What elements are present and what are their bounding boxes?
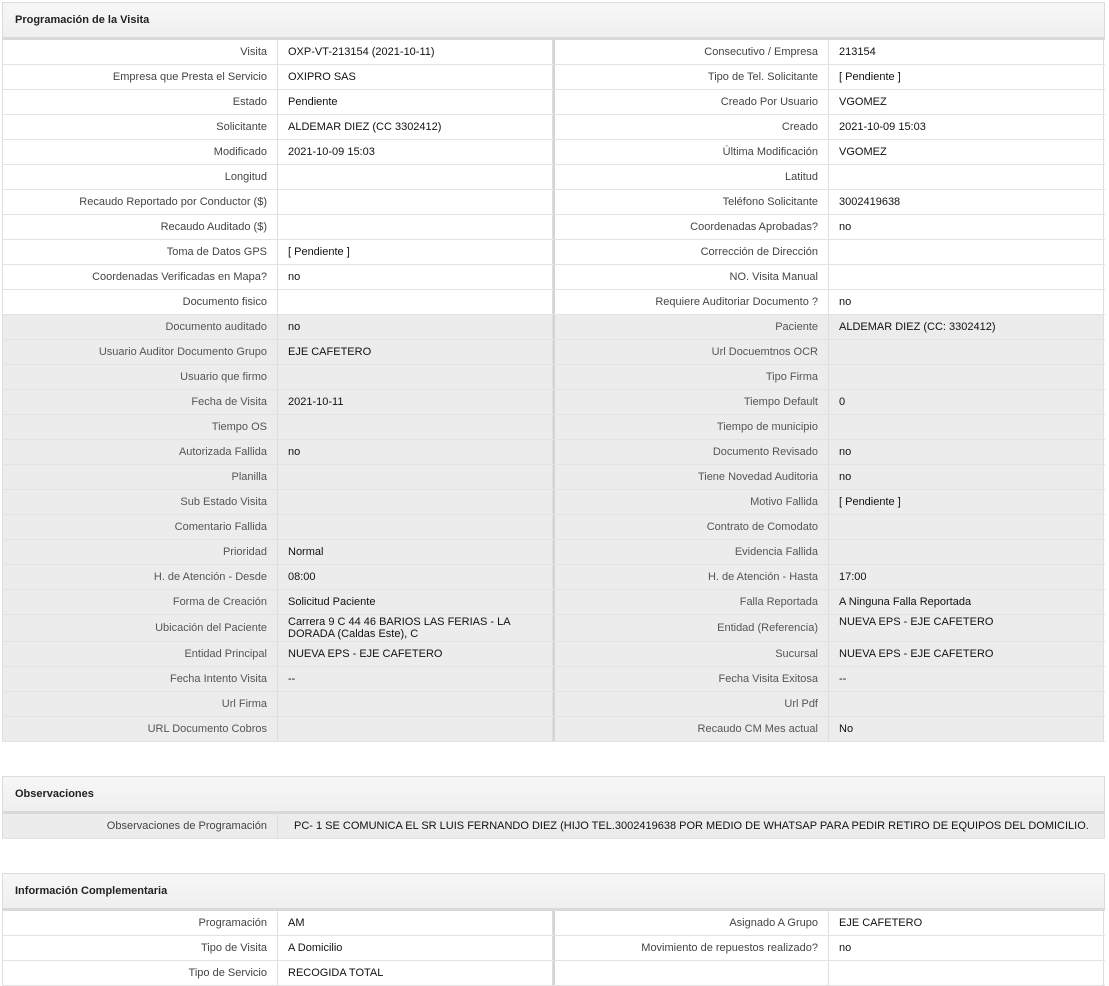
value-ultima-modificacion: VGOMEZ (829, 140, 1104, 164)
label-tiene-novedad-auditoria: Tiene Novedad Auditoria (553, 465, 829, 489)
table-row (2, 140, 1105, 165)
label-h-de-atencion-desde: H. de Atención - Desde (2, 565, 278, 589)
label-planilla: Planilla (2, 465, 278, 489)
label-documento-auditado: Documento auditado (2, 315, 278, 339)
value-documento-revisado: no (829, 440, 1104, 464)
value-creado: 2021-10-09 15:03 (829, 115, 1104, 139)
value-recaudo-reportado-por-conductor (278, 190, 553, 214)
label-estado: Estado (2, 90, 278, 114)
label-toma-de-datos-gps: Toma de Datos GPS (2, 240, 278, 264)
observaciones-row (2, 814, 1105, 839)
table-row (2, 642, 1105, 667)
label-ultima-modificacion: Última Modificación (553, 140, 829, 164)
label-telefono-solicitante: Teléfono Solicitante (553, 190, 829, 214)
value-fecha-intento-visita: -- (278, 667, 553, 691)
table-row (2, 365, 1105, 390)
value-asignado-a-grupo: EJE CAFETERO (829, 911, 1104, 935)
value-tiempo-os (278, 415, 553, 439)
label-evidencia-fallida: Evidencia Fallida (553, 540, 829, 564)
label-sucursal: Sucursal (553, 642, 829, 666)
value-empty (829, 961, 1104, 985)
observaciones-value: PC- 1 SE COMUNICA EL SR LUIS FERNANDO DIEZ (HIJO TEL.3002419638 POR MEDIO DE WHATSAP PARA PEDIR RETIRO DE EQUIPOS DEL DOMICILIO. (278, 814, 1105, 838)
label-comentario-fallida: Comentario Fallida (2, 515, 278, 539)
label-usuario-auditor-documento-grupo: Usuario Auditor Documento Grupo (2, 340, 278, 364)
complementaria-table (2, 911, 1105, 986)
value-solicitante: ALDEMAR DIEZ (CC 3302412) (278, 115, 553, 139)
observaciones-panel (2, 776, 1105, 839)
label-recaudo-cm-mes-actual: Recaudo CM Mes actual (553, 717, 829, 741)
observaciones-title: Observaciones (2, 776, 1105, 814)
value-empresa-que-presta-el-servicio: OXIPRO SAS (278, 65, 553, 89)
label-sub-estado-visita: Sub Estado Visita (2, 490, 278, 514)
label-falla-reportada: Falla Reportada (553, 590, 829, 614)
table-row (2, 240, 1105, 265)
label-empresa-que-presta-el-servicio: Empresa que Presta el Servicio (2, 65, 278, 89)
table-row (2, 590, 1105, 615)
label-url-pdf: Url Pdf (553, 692, 829, 716)
value-correccion-de-direccion (829, 240, 1104, 264)
table-row (2, 190, 1105, 215)
table-row (2, 911, 1105, 936)
label-motivo-fallida: Motivo Fallida (553, 490, 829, 514)
label-ubicacion-del-paciente: Ubicación del Paciente (2, 615, 278, 641)
label-paciente: Paciente (553, 315, 829, 339)
value-telefono-solicitante: 3002419638 (829, 190, 1104, 214)
label-usuario-que-firmo: Usuario que firmo (2, 365, 278, 389)
value-programacion: AM (278, 911, 553, 935)
table-row (2, 90, 1105, 115)
value-paciente: ALDEMAR DIEZ (CC: 3302412) (829, 315, 1104, 339)
table-row (2, 692, 1105, 717)
value-comentario-fallida (278, 515, 553, 539)
value-tiempo-default: 0 (829, 390, 1104, 414)
label-solicitante: Solicitante (2, 115, 278, 139)
label-programacion: Programación (2, 911, 278, 935)
label-fecha-visita-exitosa: Fecha Visita Exitosa (553, 667, 829, 691)
complementaria-panel (2, 873, 1105, 986)
label-tipo-de-visita: Tipo de Visita (2, 936, 278, 960)
label-empty (553, 961, 829, 985)
label-tipo-de-servicio: Tipo de Servicio (2, 961, 278, 985)
table-row (2, 215, 1105, 240)
table-row (2, 717, 1105, 742)
value-movimiento-de-repuestos-realizado: no (829, 936, 1104, 960)
value-planilla (278, 465, 553, 489)
label-visita: Visita (2, 40, 278, 64)
label-fecha-de-visita: Fecha de Visita (2, 390, 278, 414)
value-entidad-principal: NUEVA EPS - EJE CAFETERO (278, 642, 553, 666)
label-movimiento-de-repuestos-realizado: Movimiento de repuestos realizado? (553, 936, 829, 960)
label-coordenadas-verificadas-en-mapa: Coordenadas Verificadas en Mapa? (2, 265, 278, 289)
value-visita: OXP-VT-213154 (2021-10-11) (278, 40, 553, 64)
value-tipo-firma (829, 365, 1104, 389)
table-row (2, 65, 1105, 90)
label-recaudo-reportado-por-conductor: Recaudo Reportado por Conductor ($) (2, 190, 278, 214)
label-entidad-referencia: Entidad (Referencia) (553, 615, 829, 641)
label-url-docuemtnos-ocr: Url Docuemtnos OCR (553, 340, 829, 364)
label-coordenadas-aprobadas: Coordenadas Aprobadas? (553, 215, 829, 239)
label-creado: Creado (553, 115, 829, 139)
table-row (2, 290, 1105, 315)
programacion-table (2, 40, 1105, 742)
value-documento-auditado: no (278, 315, 553, 339)
label-longitud: Longitud (2, 165, 278, 189)
value-toma-de-datos-gps: [ Pendiente ] (278, 240, 553, 264)
value-url-firma (278, 692, 553, 716)
table-row (2, 40, 1105, 65)
label-url-firma: Url Firma (2, 692, 278, 716)
value-tipo-de-visita: A Domicilio (278, 936, 553, 960)
value-usuario-que-firmo (278, 365, 553, 389)
label-recaudo-auditado: Recaudo Auditado ($) (2, 215, 278, 239)
programacion-panel (2, 2, 1105, 742)
value-estado: Pendiente (278, 90, 553, 114)
table-row (2, 415, 1105, 440)
value-recaudo-cm-mes-actual: No (829, 717, 1104, 741)
label-tipo-firma: Tipo Firma (553, 365, 829, 389)
table-row (2, 315, 1105, 340)
value-contrato-de-comodato (829, 515, 1104, 539)
label-requiere-auditoriar-documento: Requiere Auditoriar Documento ? (553, 290, 829, 314)
value-prioridad: Normal (278, 540, 553, 564)
table-row (2, 540, 1105, 565)
label-url-documento-cobros: URL Documento Cobros (2, 717, 278, 741)
value-recaudo-auditado (278, 215, 553, 239)
complementaria-title: Información Complementaria (2, 873, 1105, 911)
label-tiempo-de-municipio: Tiempo de municipio (553, 415, 829, 439)
value-sucursal: NUEVA EPS - EJE CAFETERO (829, 642, 1104, 666)
label-asignado-a-grupo: Asignado A Grupo (553, 911, 829, 935)
table-row (2, 465, 1105, 490)
table-row (2, 165, 1105, 190)
label-tiempo-default: Tiempo Default (553, 390, 829, 414)
table-row (2, 961, 1105, 986)
table-row (2, 390, 1105, 415)
value-documento-fisico (278, 290, 553, 314)
label-documento-fisico: Documento fisico (2, 290, 278, 314)
label-forma-de-creacion: Forma de Creación (2, 590, 278, 614)
value-creado-por-usuario: VGOMEZ (829, 90, 1104, 114)
label-entidad-principal: Entidad Principal (2, 642, 278, 666)
value-evidencia-fallida (829, 540, 1104, 564)
label-fecha-intento-visita: Fecha Intento Visita (2, 667, 278, 691)
value-coordenadas-verificadas-en-mapa: no (278, 265, 553, 289)
value-falla-reportada: A Ninguna Falla Reportada (829, 590, 1104, 614)
label-modificado: Modificado (2, 140, 278, 164)
label-autorizada-fallida: Autorizada Fallida (2, 440, 278, 464)
value-coordenadas-aprobadas: no (829, 215, 1104, 239)
table-row (2, 340, 1105, 365)
value-h-de-atencion-hasta: 17:00 (829, 565, 1104, 589)
label-prioridad: Prioridad (2, 540, 278, 564)
table-row (2, 440, 1105, 465)
programacion-title: Programación de la Visita (2, 2, 1105, 40)
label-consecutivo-empresa: Consecutivo / Empresa (553, 40, 829, 64)
label-creado-por-usuario: Creado Por Usuario (553, 90, 829, 114)
value-entidad-referencia: NUEVA EPS - EJE CAFETERO (829, 615, 1104, 641)
value-consecutivo-empresa: 213154 (829, 40, 1104, 64)
label-tipo-de-tel-solicitante: Tipo de Tel. Solicitante (553, 65, 829, 89)
table-row (2, 565, 1105, 590)
value-requiere-auditoriar-documento: no (829, 290, 1104, 314)
value-tipo-de-servicio: RECOGIDA TOTAL (278, 961, 553, 985)
table-row (2, 936, 1105, 961)
value-tiempo-de-municipio (829, 415, 1104, 439)
value-h-de-atencion-desde: 08:00 (278, 565, 553, 589)
label-tiempo-os: Tiempo OS (2, 415, 278, 439)
label-contrato-de-comodato: Contrato de Comodato (553, 515, 829, 539)
value-url-docuemtnos-ocr (829, 340, 1104, 364)
table-row (2, 115, 1105, 140)
value-fecha-de-visita: 2021-10-11 (278, 390, 553, 414)
value-sub-estado-visita (278, 490, 553, 514)
label-no-visita-manual: NO. Visita Manual (553, 265, 829, 289)
label-latitud: Latitud (553, 165, 829, 189)
value-tipo-de-tel-solicitante: [ Pendiente ] (829, 65, 1104, 89)
value-motivo-fallida: [ Pendiente ] (829, 490, 1104, 514)
table-row (2, 615, 1105, 642)
value-usuario-auditor-documento-grupo: EJE CAFETERO (278, 340, 553, 364)
table-row (2, 667, 1105, 692)
value-tiene-novedad-auditoria: no (829, 465, 1104, 489)
value-latitud (829, 165, 1104, 189)
value-url-pdf (829, 692, 1104, 716)
value-modificado: 2021-10-09 15:03 (278, 140, 553, 164)
value-forma-de-creacion: Solicitud Paciente (278, 590, 553, 614)
label-documento-revisado: Documento Revisado (553, 440, 829, 464)
value-ubicacion-del-paciente: Carrera 9 C 44 46 BARIOS LAS FERIAS - LA DORADA (Caldas Este), C (278, 615, 553, 641)
table-row (2, 490, 1105, 515)
value-fecha-visita-exitosa: -- (829, 667, 1104, 691)
label-h-de-atencion-hasta: H. de Atención - Hasta (553, 565, 829, 589)
table-row (2, 265, 1105, 290)
label-correccion-de-direccion: Corrección de Dirección (553, 240, 829, 264)
table-row (2, 515, 1105, 540)
value-longitud (278, 165, 553, 189)
value-no-visita-manual (829, 265, 1104, 289)
observaciones-label: Observaciones de Programación (2, 814, 278, 838)
value-url-documento-cobros (278, 717, 553, 741)
value-autorizada-fallida: no (278, 440, 553, 464)
